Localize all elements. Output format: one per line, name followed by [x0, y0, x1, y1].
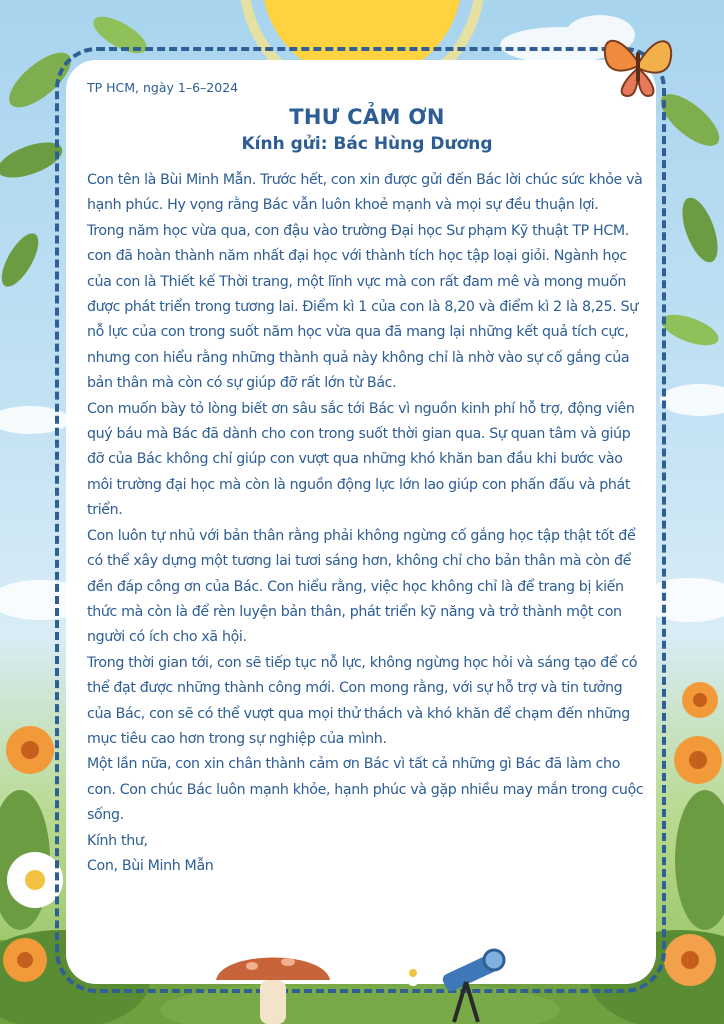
letter-title: THƯ CẢM ƠN	[289, 105, 445, 129]
closing: Kính thư,	[87, 832, 148, 849]
signature: Con, Bùi Minh Mẫn	[87, 857, 214, 874]
paragraph: Con muốn bày tỏ lòng biết ơn sâu sắc tới Bác vì nguồn kinh phí hỗ trợ, động viên quý báu mà Bác đã dành cho con trong suốt thời gian qua. Sự quan tâm và giúp đỡ của Bác không chỉ giúp con vượt qua những khó khăn ban đầu khi bước vào môi trường đại học mà còn là nguồn động lực lớn lao giúp con phấn đấu và phát triển.	[87, 400, 635, 519]
paragraph: Con tên là Bùi Minh Mẫn. Trước hết, con xin được gửi đến Bác lời chúc sức khỏe và hạnh phúc. Hy vọng rằng Bác vẫn luôn khoẻ mạnh và mọi sự đều thuận lợi.	[87, 172, 643, 214]
place-date: TP HCM, ngày 1–6–2024	[87, 80, 239, 95]
paragraph: Con luôn tự nhủ với bản thân rằng phải không ngừng cố gắng học tập thật tốt để có thể xây dựng một tương lai tươi sáng hơn, không chỉ cho bản thân mà còn để đền đáp công ơn của Bác. Con hiểu rằng, việc học không chỉ là để trang bị kiến thức mà còn là để rèn luyện bản thân, phát triển kỹ năng và trở thành một con người có ích cho xã hội.	[87, 527, 636, 646]
paragraph: Một lần nữa, con xin chân thành cảm ơn Bác vì tất cả những gì Bác đã làm cho con. Con chúc Bác luôn mạnh khỏe, hạnh phúc và gặp nhiều may mắn trong cuộc sống.	[87, 756, 644, 824]
recipient-line: Kính gửi: Bác Hùng Dương	[241, 134, 493, 154]
letter-body	[87, 168, 647, 879]
paragraph: Trong năm học vừa qua, con đậu vào trường Đại học Sư phạm Kỹ thuật TP HCM. con đã hoàn thành năm nhất đại học với thành tích học tập loại giỏi. Ngành học của con là Thiết kế Thời trang, một lĩnh vực mà con rất đam mê và mong muốn được phát triển trong tương lai. Điểm kì 1 của con là 8,20 và điểm kì 2 là 8,25. Sự nỗ lực của con trong suốt năm học vừa qua đã mang lại những kết quả tích cực, nhưng con hiểu rằng những thành quả này không chỉ là nhờ vào sự cố gắng của bản thân mà còn có sự giúp đỡ rất lớn từ Bác.	[87, 222, 638, 392]
letter-content	[87, 78, 647, 879]
paragraph: Trong thời gian tới, con sẽ tiếp tục nỗ lực, không ngừng học hỏi và sáng tạo để có thể đạt được những thành công mới. Con mong rằng, với sự hỗ trợ và tin tưởng của Bác, con sẽ có thể vượt qua mọi thử thách và khó khăn để chạm đến những mục tiêu cao hơn trong sự nghiệp của mình.	[87, 654, 638, 747]
flower-icon	[398, 958, 428, 988]
mushroom-icon	[212, 946, 334, 1024]
telescope-icon	[436, 942, 506, 1024]
